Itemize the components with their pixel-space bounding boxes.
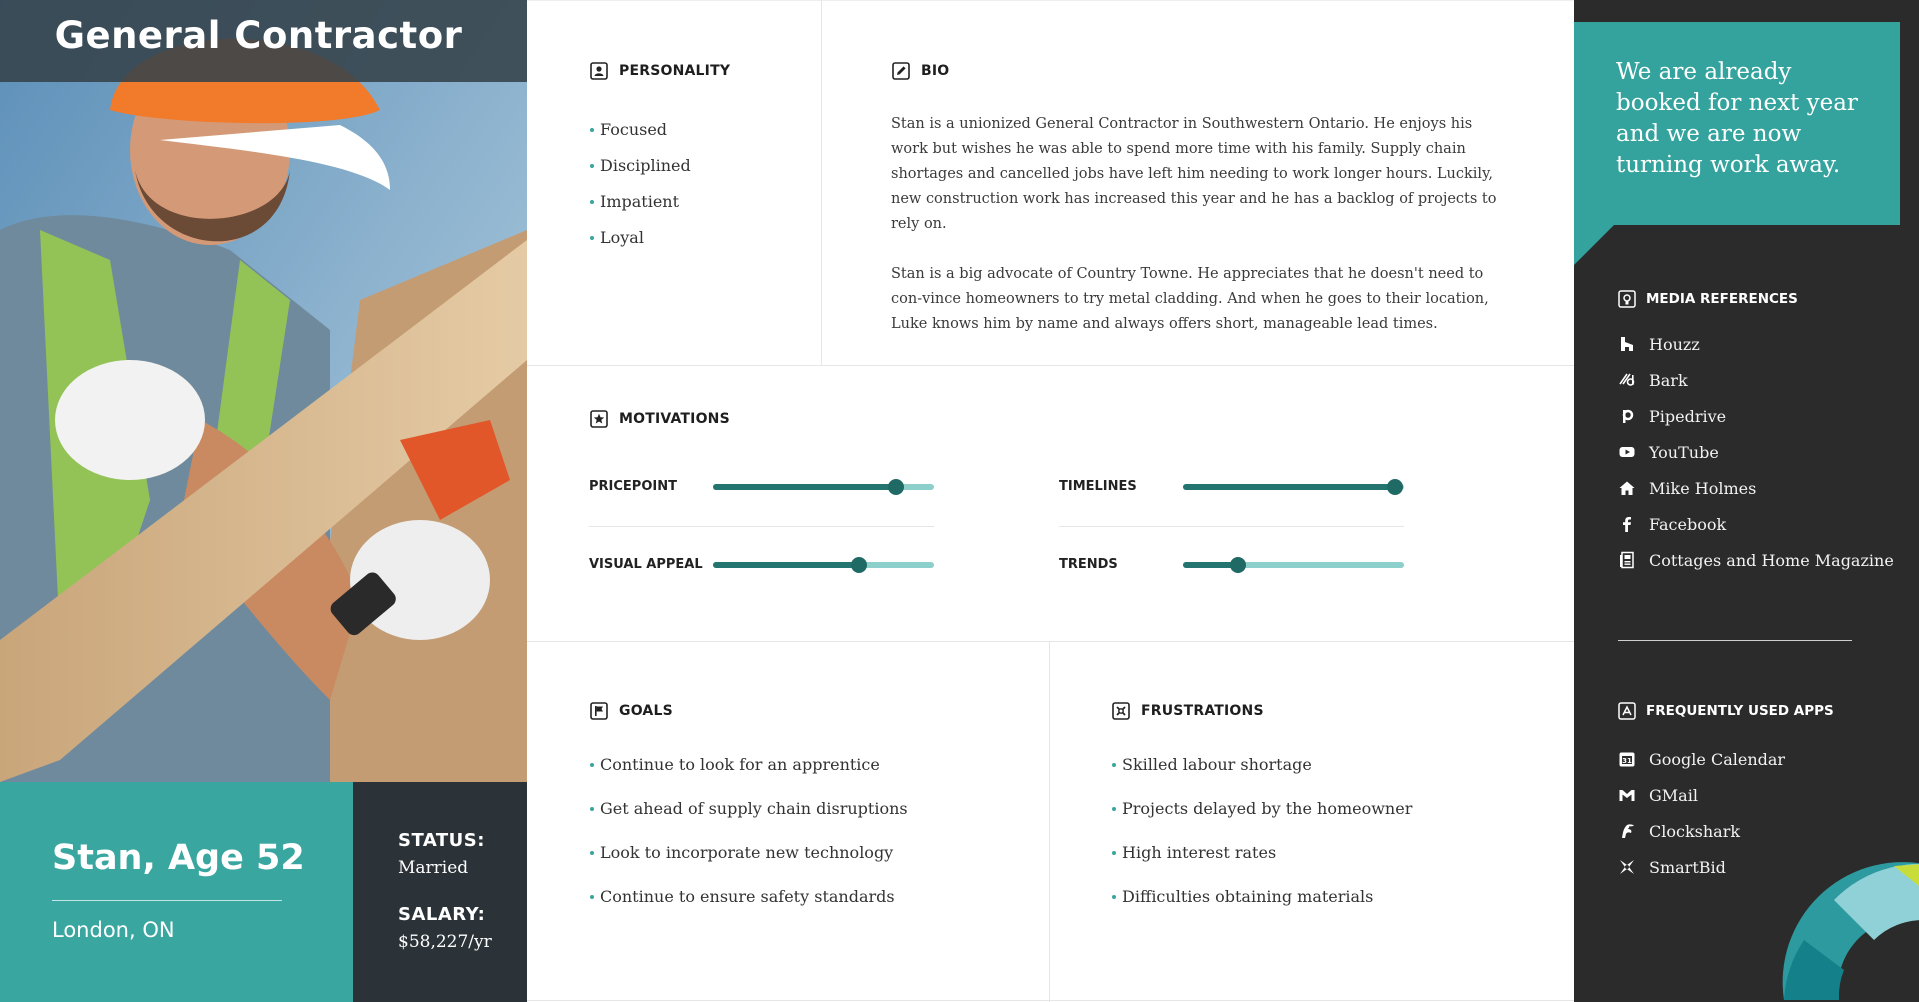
bottom-border [527, 1000, 1574, 1001]
bio-text [891, 112, 1511, 337]
bio-paragraph-1: Stan is a unionized General Contractor in Southwestern Ontario. He enjoys his work but wishes he was able to spend more time with his family. Supply chain shortages and cancelled jobs have left him needing to work longer hours. Luckily, new construction work has increased this year and he has a backlog of projects to rely on. [891, 116, 1497, 232]
slider-knob[interactable] [851, 557, 867, 573]
reference-label: SmartBid [1649, 857, 1726, 877]
personality-list [590, 112, 691, 256]
slider-trends[interactable] [1183, 555, 1404, 575]
goal-item: Continue to ensure safety standards [590, 875, 908, 919]
slider-fill [713, 562, 859, 568]
calendar-icon [1618, 750, 1636, 768]
profile-panel [0, 0, 527, 1002]
apps-icon [1618, 702, 1636, 720]
status-label: STATUS: [398, 830, 485, 851]
reference-label: Pipedrive [1649, 406, 1727, 426]
reference-label: Facebook [1649, 514, 1727, 534]
bio-title [891, 61, 949, 81]
clockshark-icon [1618, 822, 1636, 840]
media-icon [1618, 290, 1636, 308]
reference-item-bark[interactable] [1618, 362, 1894, 398]
star-icon [589, 409, 609, 429]
reference-item-pipedrive[interactable] [1618, 398, 1894, 434]
goals-label: GOALS [619, 703, 673, 719]
slider-visual-appeal[interactable] [713, 555, 934, 575]
frustration-item: Skilled labour shortage [1112, 743, 1412, 787]
personality-label: PERSONALITY [619, 63, 731, 79]
reference-label: GMail [1649, 785, 1698, 805]
slider-label-trends: TRENDS [1059, 557, 1118, 572]
smartbid-icon [1618, 858, 1636, 876]
reference-item-cottages-and-home-magazine[interactable] [1618, 542, 1894, 578]
persona-name: Stan, Age 52 [52, 838, 305, 878]
frustrations-label: FRUSTRATIONS [1141, 703, 1264, 719]
pencil-icon [891, 61, 911, 81]
personality-trait-item: Impatient [590, 184, 691, 220]
quote-bubble [1574, 22, 1900, 225]
reference-item-youtube[interactable] [1618, 434, 1894, 470]
top-border [527, 0, 1574, 1]
slider-knob[interactable] [888, 479, 904, 495]
reference-label: YouTube [1649, 442, 1719, 462]
frustrations-list [1112, 743, 1412, 919]
motivations-label: MOTIVATIONS [619, 411, 730, 427]
slider-label-timelines: TIMELINES [1059, 479, 1137, 494]
bark-icon [1618, 371, 1636, 389]
media-references-title [1618, 290, 1798, 308]
apps-title [1618, 702, 1834, 720]
reference-label: Mike Holmes [1649, 478, 1757, 498]
quote-text: We are already booked for next year and we are now turning work away. [1616, 59, 1858, 178]
media-list [1618, 326, 1894, 578]
divider-motivations-top [527, 365, 1574, 366]
salary-value: $58,227/yr [398, 932, 492, 952]
bio-label: BIO [921, 63, 950, 79]
slider-fill [1183, 484, 1395, 490]
person-badge-icon [589, 61, 609, 81]
personality-title [589, 61, 730, 81]
frustration-icon [1111, 701, 1131, 721]
quote-bubble-tail [1574, 225, 1614, 265]
references-panel [1574, 0, 1919, 1002]
motivations-title [589, 409, 730, 429]
right-divider [1618, 640, 1852, 641]
reference-label: Bark [1649, 370, 1688, 390]
motivation-divider-right [1059, 526, 1404, 527]
reference-item-facebook[interactable] [1618, 506, 1894, 542]
personality-trait-item: Loyal [590, 220, 691, 256]
house-icon [1618, 479, 1636, 497]
goals-list [590, 743, 908, 919]
page-title: General Contractor [54, 14, 463, 57]
slider-knob[interactable] [1230, 557, 1246, 573]
svg-text:31: 31 [1622, 757, 1632, 765]
frustration-item: Difficulties obtaining materials [1112, 875, 1412, 919]
media-references-label: MEDIA REFERENCES [1646, 291, 1798, 307]
reference-label: Cottages and Home Magazine [1649, 550, 1894, 570]
goal-item: Get ahead of supply chain disruptions [590, 787, 908, 831]
divider-personality-bio [821, 0, 822, 365]
goals-title [589, 701, 673, 721]
reference-item-google-calendar[interactable] [1618, 741, 1785, 777]
slider-fill [713, 484, 896, 490]
salary-label: SALARY: [398, 904, 486, 925]
reference-label: Google Calendar [1649, 749, 1786, 769]
reference-item-gmail[interactable] [1618, 777, 1785, 813]
reference-item-clockshark[interactable] [1618, 813, 1785, 849]
slider-timelines[interactable] [1183, 477, 1404, 497]
reference-label: Clockshark [1649, 821, 1741, 841]
reference-label: Houzz [1649, 334, 1700, 354]
magazine-icon [1618, 551, 1636, 569]
contractor-photo [0, 0, 527, 782]
flag-icon [589, 701, 609, 721]
persona-location: London, ON [52, 918, 175, 942]
facebook-icon [1618, 515, 1636, 533]
frustration-item: High interest rates [1112, 831, 1412, 875]
reference-item-houzz[interactable] [1618, 326, 1894, 362]
gmail-icon [1618, 786, 1636, 804]
slider-label-pricepoint: PRICEPOINT [589, 479, 677, 494]
slider-pricepoint[interactable] [713, 477, 934, 497]
personality-trait-item: Disciplined [590, 148, 691, 184]
decorative-ring [1764, 860, 1919, 1002]
pipedrive-icon [1618, 407, 1636, 425]
personality-trait-item: Focused [590, 112, 691, 148]
frustration-item: Projects delayed by the homeowner [1112, 787, 1412, 831]
apps-list [1618, 741, 1785, 885]
status-box [353, 782, 527, 1002]
status-value: Married [398, 858, 469, 878]
divider-goals-top [527, 641, 1574, 642]
apps-label: FREQUENTLY USED APPS [1646, 703, 1834, 719]
reference-item-smartbid[interactable] [1618, 849, 1785, 885]
frustrations-title [1111, 701, 1264, 721]
houzz-icon [1618, 335, 1636, 353]
divider-goals-frustrations [1049, 641, 1050, 1002]
reference-item-mike-holmes[interactable] [1618, 470, 1894, 506]
name-box [0, 782, 353, 1002]
bio-paragraph-2: Stan is a big advocate of Country Towne. He appreciates that he doesn't need to con-vince homeowners to try metal cladding. And when he goes to their location, Luke knows him by name and always offers short, manageable lead times. [891, 266, 1489, 332]
slider-label-visual-appeal: VISUAL APPEAL [589, 557, 703, 572]
goal-item: Look to incorporate new technology [590, 831, 908, 875]
name-divider [52, 900, 282, 901]
youtube-icon [1618, 443, 1636, 461]
slider-knob[interactable] [1387, 479, 1403, 495]
goal-item: Continue to look for an apprentice [590, 743, 908, 787]
motivation-divider-left [589, 526, 934, 527]
